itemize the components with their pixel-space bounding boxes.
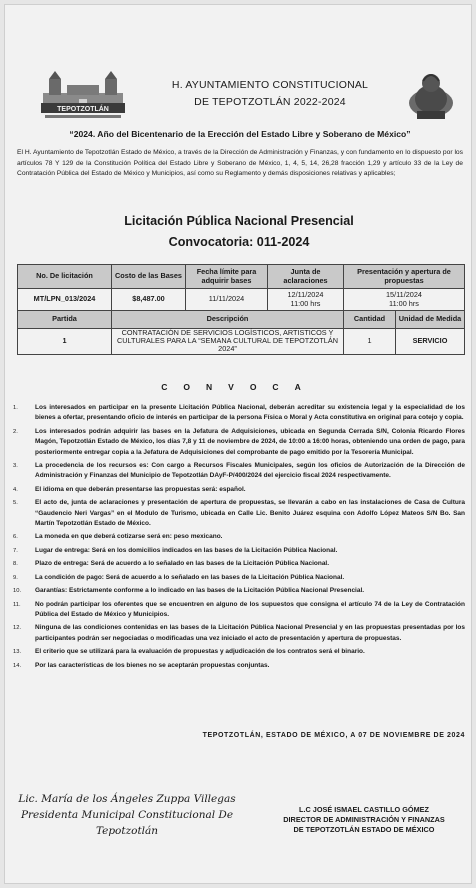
- item-text: La moneda en que deberá cotizarse será en: peso mexicano.: [35, 533, 223, 541]
- intro-paragraph: El H. Ayuntamiento de Tepotzotlán Estado de México, a través de la Dirección de Administración y Finanzas, y con fundamento en lo dispuesto por los artículos 78 Y 129 de la Constitución Política del Estado Libre y Soberano de México, 1, 4, 5, 14, 26,28 fracción 1,29 y artículo 33 de la Ley de Contratación Pública del Estado de México y Municipios, así como su Reglamento y demás disposiciones relativas y aplicables;: [17, 149, 463, 178]
- cell-descripcion: CONTRATACIÓN DE SERVICIOS LOGÍSTICOS, ARTISTICOS Y CULTURALES PARA LA “SEMANA CULTURAL DE TEPOTZOTLÁN 2024”: [112, 329, 344, 355]
- item-text: Los interesados podrán adquirir las bases en la Jefatura de Adquisiciones, ubicada en Segunda Cerrada S/N, Colonia Ricardo Flores Magón, Tepotzotlán Estado de México, los días 7,8 y 11 de noviembre de 2024, de 10:00 a 16:00 horas, obteniendo una orden de pago, para posteriormente entregar copia a la Jefatura de Adquisiciones del comprobante de pago emitido por la Tesorería Municipal.: [35, 427, 465, 456]
- item-text: Por las características de los bienes no se aceptarán propuestas conjuntas.: [35, 661, 270, 669]
- list-item: [13, 546, 465, 556]
- cell-numero: MT/LPN_013/2024: [18, 289, 112, 311]
- item-text: Garantías: Estrictamente conforme a lo indicado en las bases de la Licitación Pública Nacional Presencial.: [35, 587, 365, 595]
- conditions-list: [13, 403, 465, 674]
- item-number: 4.: [13, 486, 18, 493]
- convocatoria-title: Convocatoria: 011-2024: [168, 235, 310, 249]
- signature-left-name: Lic. María de los Ángeles Zuppa Villegas: [18, 793, 236, 805]
- list-item: [13, 661, 465, 671]
- licitacion-table: [17, 264, 465, 355]
- cell-partida: 1: [18, 329, 112, 355]
- item-text: Lugar de entrega: Será en los domicilios indicados en las bases de la Licitación Pública Nacional.: [35, 546, 338, 554]
- list-item: [13, 559, 465, 569]
- col-header-apertura: Presentación y apertura de propuestas: [344, 265, 465, 289]
- convoca-heading: CONVOCA: [161, 382, 317, 392]
- signature-left: [17, 791, 237, 839]
- item-number: 14.: [13, 662, 22, 669]
- col-header-junta: Junta de aclaraciones: [268, 265, 344, 289]
- col-header-numero: No. De licitación: [18, 265, 112, 289]
- item-number: 1.: [13, 405, 18, 411]
- item-number: 11.: [13, 601, 21, 608]
- signature-right-name: L.C JOSÉ ISMAEL CASTILLO GÓMEZ: [298, 805, 429, 814]
- list-item: [13, 586, 465, 596]
- col-header-fecha-limite: Fecha límite para adquirir bases: [186, 265, 268, 289]
- list-item: [13, 600, 465, 621]
- cell-costo: $8,487.00: [112, 289, 186, 311]
- item-number: 6.: [13, 534, 18, 541]
- item-number: 13.: [13, 649, 22, 656]
- logo-text: TEPOTZOTLÁN: [57, 106, 109, 113]
- item-number: 2.: [13, 428, 18, 435]
- list-item: [13, 623, 465, 644]
- apertura-fecha: 15/11/2024: [386, 290, 422, 300]
- col-header-descripcion: Descripción: [112, 311, 344, 329]
- date-line: TEPOTZOTLÁN, ESTADO DE MÉXICO, A 07 DE NOVIEMBRE DE 2024: [202, 732, 465, 739]
- list-item: [13, 647, 465, 657]
- list-item: [13, 427, 465, 458]
- item-number: 8.: [13, 561, 18, 568]
- cell-fecha-limite: 11/11/2024: [186, 289, 268, 311]
- document-page: [4, 4, 472, 884]
- signature-right: [261, 805, 467, 835]
- list-item: [13, 498, 465, 529]
- list-item: [13, 403, 465, 424]
- signature-left-role: Presidenta Municipal Constitucional De Tepotzotlán: [20, 809, 234, 837]
- signature-right-role2: DE TEPOTZOTLÁN ESTADO DE MÉXICO: [293, 825, 435, 834]
- item-number: 5.: [13, 500, 18, 507]
- apertura-hora: 11:00 hrs: [389, 298, 419, 308]
- cell-apertura: [344, 289, 465, 311]
- junta-hora: 11:00 hrs: [290, 298, 321, 308]
- item-number: 9.: [13, 574, 18, 581]
- junta-fecha: 12/11/2024: [287, 290, 324, 300]
- item-text: No podrán participar los oferentes que se encuentren en alguno de los supuestos que consigna el artículo 74 de la Ley de Contratación Pública del Estado de México y Municipios.: [35, 600, 465, 618]
- list-item: [13, 573, 465, 583]
- item-number: 7.: [13, 547, 18, 554]
- cell-unidad: SERVICIO: [396, 329, 465, 355]
- item-text: El criterio que se utilizará para la evaluación de propuestas y adjudicación de los contratos será el binario.: [35, 648, 365, 656]
- list-item: [13, 485, 465, 495]
- item-text: Plazo de entrega: Será de acuerdo a lo señalado en las bases de la Licitación Pública Nacional.: [35, 560, 330, 568]
- signature-right-role1: DIRECTOR DE ADMINISTRACIÓN Y FINANZAS: [283, 815, 445, 824]
- item-number: 12.: [13, 625, 22, 632]
- item-text: El idioma en que deberán presentarse las propuestas será: español.: [35, 485, 246, 493]
- col-header-costo: Costo de las Bases: [112, 265, 186, 289]
- item-text: El acto de, junta de aclaraciones y presentación de apertura de propuestas, se llevarán a cabo en las instalaciones de Casa de Cultura “Gaudencio Neri Vargas” en el Modulo de Turismo, ubicada en Calle Lic. Benito Juárez esquina con Adolfo López Mateos S/N Bo. San Martín Tepotzotlán Estado de México.: [35, 499, 465, 528]
- col-header-unidad: Unidad de Medida: [396, 311, 465, 329]
- cell-junta: [268, 289, 344, 311]
- licitacion-title: Licitación Pública Nacional Presencial: [124, 214, 354, 228]
- header-title-line1: H. AYUNTAMIENTO CONSTITUCIONAL: [171, 79, 369, 91]
- header: [5, 61, 473, 121]
- church-logo-icon: [39, 71, 127, 121]
- col-header-partida: Partida: [18, 311, 112, 329]
- header-title-line2: DE TEPOTZOTLÁN 2022-2024: [194, 96, 346, 108]
- motto: “2024. Año del Bicentenario de la Erección del Estado Libre y Soberano de México”: [69, 129, 411, 139]
- list-item: [13, 532, 465, 542]
- cell-cantidad: 1: [344, 329, 396, 355]
- table-row: [18, 329, 465, 355]
- item-text: La procedencia de los recursos es: Con cargo a Recursos Fiscales Municipales, según los oficios de Autorización de la Dirección de Administración y Finanzas del Municipio de Tepotzotlán DAyF-P/400/2024 del ejercicio fiscal 2024 respectivamente.: [35, 462, 465, 480]
- item-text: Ninguna de las condiciones contenidas en las bases de la Licitación Pública Nacional Presencial y en las propuestas presentadas por los participantes podrán ser negociadas o modificadas una vez iniciado el acto de presentación y apertura de propuestas.: [35, 624, 465, 642]
- item-text: La condición de pago: Será de acuerdo a lo señalado en las bases de la Licitación Pública Nacional.: [35, 573, 345, 581]
- item-number: 3.: [13, 463, 18, 470]
- table-row: [18, 289, 465, 311]
- header-title: [155, 77, 385, 111]
- item-text: Los interesados en participar en la presente Licitación Pública Nacional, deberán acreditar su existencia legal y la especialidad de los bienes a ofertar, presentando oficio de interés en participar de la persona Física o Moral y Acta constitutiva en original para cotejo y copia.: [35, 404, 465, 422]
- col-header-cantidad: Cantidad: [344, 311, 396, 329]
- coat-of-arms-icon: [403, 67, 459, 123]
- list-item: [13, 461, 465, 482]
- item-number: 10.: [13, 588, 22, 595]
